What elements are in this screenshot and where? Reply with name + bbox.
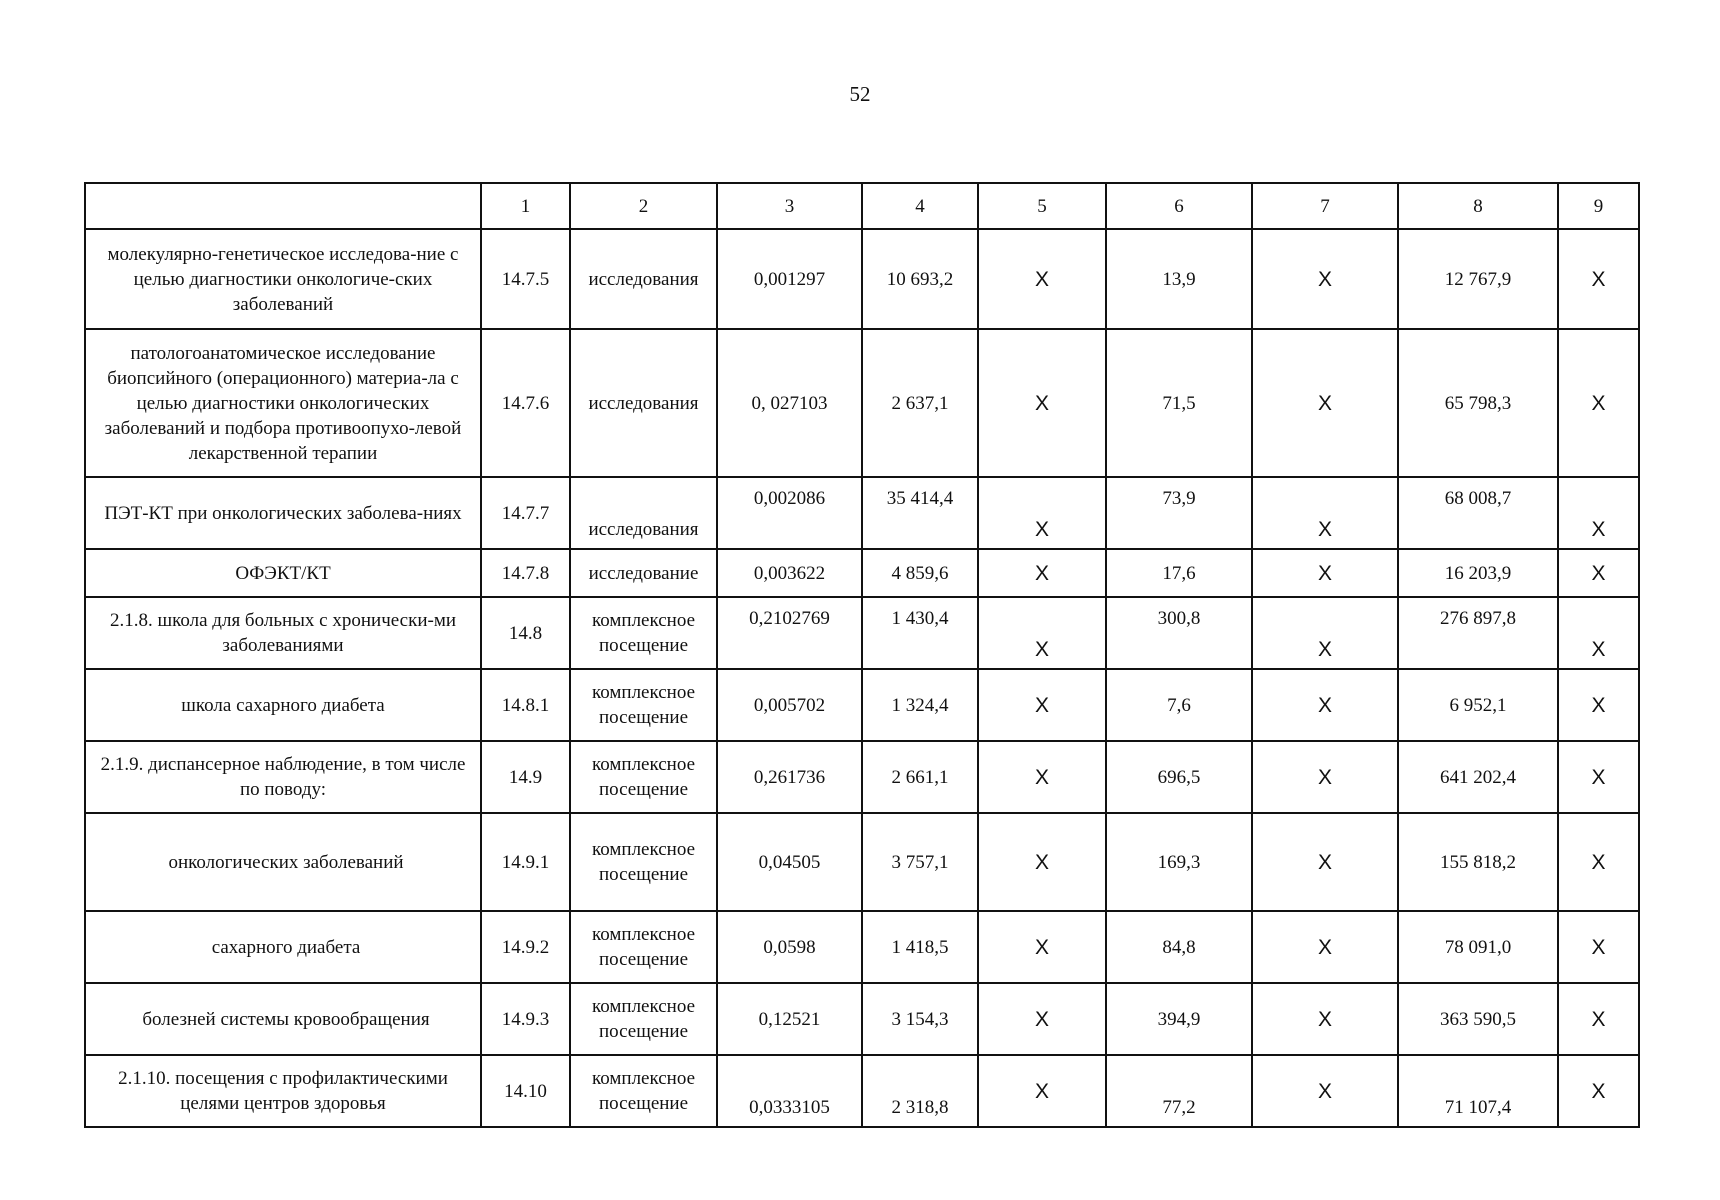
row-code: 14.8: [481, 597, 570, 669]
header-cell-6: 6: [1106, 183, 1252, 229]
table-row: [85, 669, 1639, 741]
row-col6: 169,3: [1106, 813, 1252, 911]
row-col5: X: [978, 549, 1106, 597]
row-col5: X: [978, 597, 1106, 669]
row-col6: 13,9: [1106, 229, 1252, 329]
row-unit: исследования: [570, 229, 717, 329]
row-col3: 0,261736: [717, 741, 862, 813]
row-name: ОФЭКТ/КТ: [85, 549, 481, 597]
row-name: патологоанатомическое исследование биопсийного (операционного) материа-ла с целью диагностики онкологических заболеваний и подбора противоопухо-левой лекарственной терапии: [85, 329, 481, 477]
row-col3: 0,002086: [717, 477, 862, 549]
row-col4: 1 430,4: [862, 597, 978, 669]
row-name: ПЭТ-КТ при онкологических заболева-ниях: [85, 477, 481, 549]
row-col5: X: [978, 329, 1106, 477]
row-col7: X: [1252, 741, 1398, 813]
row-code: 14.8.1: [481, 669, 570, 741]
row-col3: 0,04505: [717, 813, 862, 911]
row-col4: 2 661,1: [862, 741, 978, 813]
row-code: 14.9.2: [481, 911, 570, 983]
row-col7: X: [1252, 229, 1398, 329]
page-number: 52: [849, 82, 871, 106]
row-col6: 7,6: [1106, 669, 1252, 741]
row-col3: 0,003622: [717, 549, 862, 597]
row-unit: комплексное посещение: [570, 813, 717, 911]
row-name: сахарного диабета: [85, 911, 481, 983]
header-cell-0: [85, 183, 481, 229]
table-row: [85, 329, 1639, 477]
row-col3: 0,005702: [717, 669, 862, 741]
row-col8: 155 818,2: [1398, 813, 1558, 911]
row-col4: 2 637,1: [862, 329, 978, 477]
row-col8: 78 091,0: [1398, 911, 1558, 983]
table-row: [85, 813, 1639, 911]
table-row: [85, 911, 1639, 983]
row-unit: исследования: [570, 477, 717, 549]
header-cell-8: 8: [1398, 183, 1558, 229]
data-table: [84, 182, 1640, 1128]
row-col8: 68 008,7: [1398, 477, 1558, 549]
row-col9: X: [1558, 549, 1639, 597]
table-row: [85, 597, 1639, 669]
row-unit: исследование: [570, 549, 717, 597]
row-name: 2.1.8. школа для больных с хронически-ми заболеваниями: [85, 597, 481, 669]
row-code: 14.7.8: [481, 549, 570, 597]
row-col9: X: [1558, 911, 1639, 983]
row-name: школа сахарного диабета: [85, 669, 481, 741]
table-row: [85, 1055, 1639, 1127]
header-cell-1: 1: [481, 183, 570, 229]
header-cell-5: 5: [978, 183, 1106, 229]
row-name: 2.1.10. посещения с профилактическими целями центров здоровья: [85, 1055, 481, 1127]
row-code: 14.9: [481, 741, 570, 813]
row-col9: X: [1558, 477, 1639, 549]
row-col4: 4 859,6: [862, 549, 978, 597]
row-col4: 35 414,4: [862, 477, 978, 549]
header-cell-9: 9: [1558, 183, 1639, 229]
row-col3: 0,12521: [717, 983, 862, 1055]
row-col9: X: [1558, 597, 1639, 669]
row-col6: 696,5: [1106, 741, 1252, 813]
row-col8: 16 203,9: [1398, 549, 1558, 597]
row-col5: X: [978, 911, 1106, 983]
row-col7: X: [1252, 669, 1398, 741]
header-cell-7: 7: [1252, 183, 1398, 229]
row-col8: 65 798,3: [1398, 329, 1558, 477]
row-col5: X: [978, 741, 1106, 813]
row-col8: 276 897,8: [1398, 597, 1558, 669]
row-col8: 641 202,4: [1398, 741, 1558, 813]
row-col8: 363 590,5: [1398, 983, 1558, 1055]
row-unit: комплексное посещение: [570, 597, 717, 669]
row-name: молекулярно-генетическое исследова-ние с целью диагностики онкологиче-ских заболеваний: [85, 229, 481, 329]
header-cell-3: 3: [717, 183, 862, 229]
row-col4: 1 418,5: [862, 911, 978, 983]
row-col6: 73,9: [1106, 477, 1252, 549]
row-unit: комплексное посещение: [570, 911, 717, 983]
row-col8: 12 767,9: [1398, 229, 1558, 329]
row-col5: X: [978, 229, 1106, 329]
row-col7: X: [1252, 477, 1398, 549]
table-row: [85, 477, 1639, 549]
row-col3: 0,0598: [717, 911, 862, 983]
row-col9: X: [1558, 229, 1639, 329]
row-col5: X: [978, 813, 1106, 911]
row-col4: 3 154,3: [862, 983, 978, 1055]
row-col6: 77,2: [1106, 1055, 1252, 1127]
table-row: [85, 741, 1639, 813]
row-col7: X: [1252, 813, 1398, 911]
row-col9: X: [1558, 329, 1639, 477]
header-cell-2: 2: [570, 183, 717, 229]
row-unit: комплексное посещение: [570, 1055, 717, 1127]
row-name: болезней системы кровообращения: [85, 983, 481, 1055]
row-col9: X: [1558, 813, 1639, 911]
row-code: 14.7.5: [481, 229, 570, 329]
row-col8: 71 107,4: [1398, 1055, 1558, 1127]
row-code: 14.9.1: [481, 813, 570, 911]
row-col3: 0, 027103: [717, 329, 862, 477]
row-col5: X: [978, 983, 1106, 1055]
row-col4: 3 757,1: [862, 813, 978, 911]
row-col7: X: [1252, 329, 1398, 477]
row-col9: X: [1558, 741, 1639, 813]
row-name: 2.1.9. диспансерное наблюдение, в том числе по поводу:: [85, 741, 481, 813]
row-code: 14.9.3: [481, 983, 570, 1055]
row-col6: 394,9: [1106, 983, 1252, 1055]
row-name: онкологических заболеваний: [85, 813, 481, 911]
row-col6: 17,6: [1106, 549, 1252, 597]
row-code: 14.10: [481, 1055, 570, 1127]
row-col9: X: [1558, 983, 1639, 1055]
row-col4: 10 693,2: [862, 229, 978, 329]
row-col7: X: [1252, 549, 1398, 597]
row-col5: X: [978, 669, 1106, 741]
row-col7: X: [1252, 983, 1398, 1055]
row-col4: 2 318,8: [862, 1055, 978, 1127]
row-col6: 71,5: [1106, 329, 1252, 477]
header-cell-4: 4: [862, 183, 978, 229]
table-row: [85, 229, 1639, 329]
row-code: 14.7.6: [481, 329, 570, 477]
row-col8: 6 952,1: [1398, 669, 1558, 741]
row-col7: X: [1252, 597, 1398, 669]
row-code: 14.7.7: [481, 477, 570, 549]
row-col5: X: [978, 1055, 1106, 1127]
row-col3: 0,2102769: [717, 597, 862, 669]
row-unit: исследования: [570, 329, 717, 477]
row-col7: X: [1252, 1055, 1398, 1127]
row-unit: комплексное посещение: [570, 983, 717, 1055]
table-row: [85, 983, 1639, 1055]
row-col9: X: [1558, 1055, 1639, 1127]
row-col9: X: [1558, 669, 1639, 741]
row-col4: 1 324,4: [862, 669, 978, 741]
row-col3: 0,001297: [717, 229, 862, 329]
row-col6: 300,8: [1106, 597, 1252, 669]
row-unit: комплексное посещение: [570, 741, 717, 813]
table-row: [85, 549, 1639, 597]
row-col7: X: [1252, 911, 1398, 983]
row-col6: 84,8: [1106, 911, 1252, 983]
row-col3: 0,0333105: [717, 1055, 862, 1127]
header-row: [85, 183, 1639, 229]
row-unit: комплексное посещение: [570, 669, 717, 741]
row-col5: X: [978, 477, 1106, 549]
